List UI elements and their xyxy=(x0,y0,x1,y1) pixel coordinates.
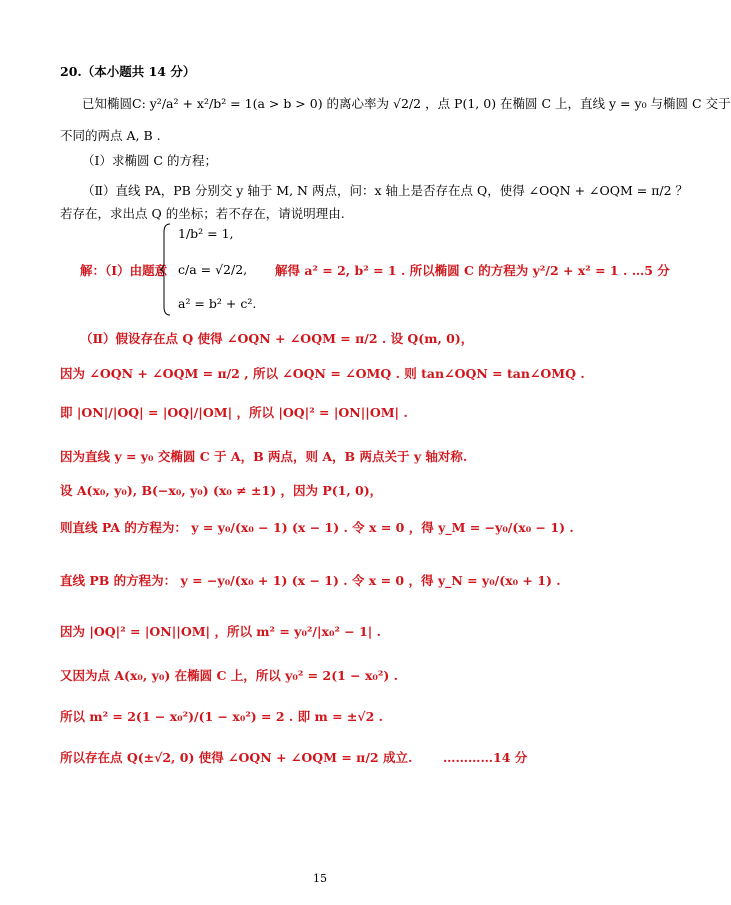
problem-part2-line2: 若存在，求出点 Q 的坐标；若不存在，请说明理由. xyxy=(60,206,345,221)
problem-part2-line1: （Ⅱ）直线 PA，PB 分别交 y 轴于 M, N 两点，问：x 轴上是否存在点 Q，使得 ∠OQN + ∠OQM = π/2 ？ xyxy=(82,183,689,198)
system-equation-3: a² = b² + c². xyxy=(178,296,257,311)
solution-step-3: 即 |ON|/|OQ| = |OQ|/|OM| ，所以 |OQ|² = |ON||OM| . xyxy=(60,405,408,420)
problem-stem-line1: 已知椭圆C: y²/a² + x²/b² = 1(a > b > 0) 的离心率为 √2/2 ，点 P(1, 0) 在椭圆 C 上，直线 y = y₀ 与椭圆 C 交于 xyxy=(82,96,731,111)
solution-step-9: 又因为点 A(x₀, y₀) 在椭圆 C 上，所以 y₀² = 2(1 − x₀²) . xyxy=(60,668,399,683)
problem-stem-line2: 不同的两点 A, B . xyxy=(60,128,161,143)
left-brace-icon xyxy=(160,222,172,317)
page-number: 15 xyxy=(313,872,327,885)
solution-step-6: 则直线 PA 的方程为： y = y₀/(x₀ − 1) (x − 1) . 令 x = 0 ，得 y_M = −y₀/(x₀ − 1) . xyxy=(60,520,574,535)
equation-system xyxy=(160,222,270,317)
solution-step-5: 设 A(x₀, y₀), B(−x₀, y₀) (x₀ ≠ ±1) ，因为 P(1, 0)， xyxy=(60,483,383,498)
solution-step-1: （Ⅱ）假设存在点 Q 使得 ∠OQN + ∠OQM = π/2 . 设 Q(m, 0)， xyxy=(80,331,474,346)
solution-step-2: 因为 ∠OQN + ∠OQM = π/2 , 所以 ∠OQN = ∠OMQ . 则 tan∠OQN = tan∠OMQ . xyxy=(60,366,585,381)
score-14: …………14 分 xyxy=(443,750,528,765)
solution-step-4: 因为直线 y = y₀ 交椭圆 C 于 A，B 两点，则 A，B 两点关于 y 轴对称. xyxy=(60,449,468,464)
solution-step-8: 因为 |OQ|² = |ON||OM| ，所以 m² = y₀²/|x₀² − 1| . xyxy=(60,624,382,639)
solution-step-10: 所以 m² = 2(1 − x₀²)/(1 − x₀²) = 2 . 即 m = ±√2 . xyxy=(60,709,383,724)
solution-part1-prefix: 解：（Ⅰ）由题意 xyxy=(80,263,168,278)
solution-step-11: 所以存在点 Q(±√2, 0) 使得 ∠OQN + ∠OQM = π/2 成立. xyxy=(60,750,413,765)
problem-header: 20.（本小题共 14 分） xyxy=(60,64,196,79)
solution-part1-result: 解得 a² = 2, b² = 1 . 所以椭圆 C 的方程为 y²/2 + x² = 1 . …5 分 xyxy=(275,263,670,278)
problem-part1: （Ⅰ）求椭圆 C 的方程； xyxy=(82,153,217,168)
solution-step-7: 直线 PB 的方程为： y = −y₀/(x₀ + 1) (x − 1) . 令 x = 0 ，得 y_N = y₀/(x₀ + 1) . xyxy=(60,573,561,588)
system-equation-2: c/a = √2/2, xyxy=(178,262,248,277)
system-equation-1: 1/b² = 1, xyxy=(178,226,234,241)
